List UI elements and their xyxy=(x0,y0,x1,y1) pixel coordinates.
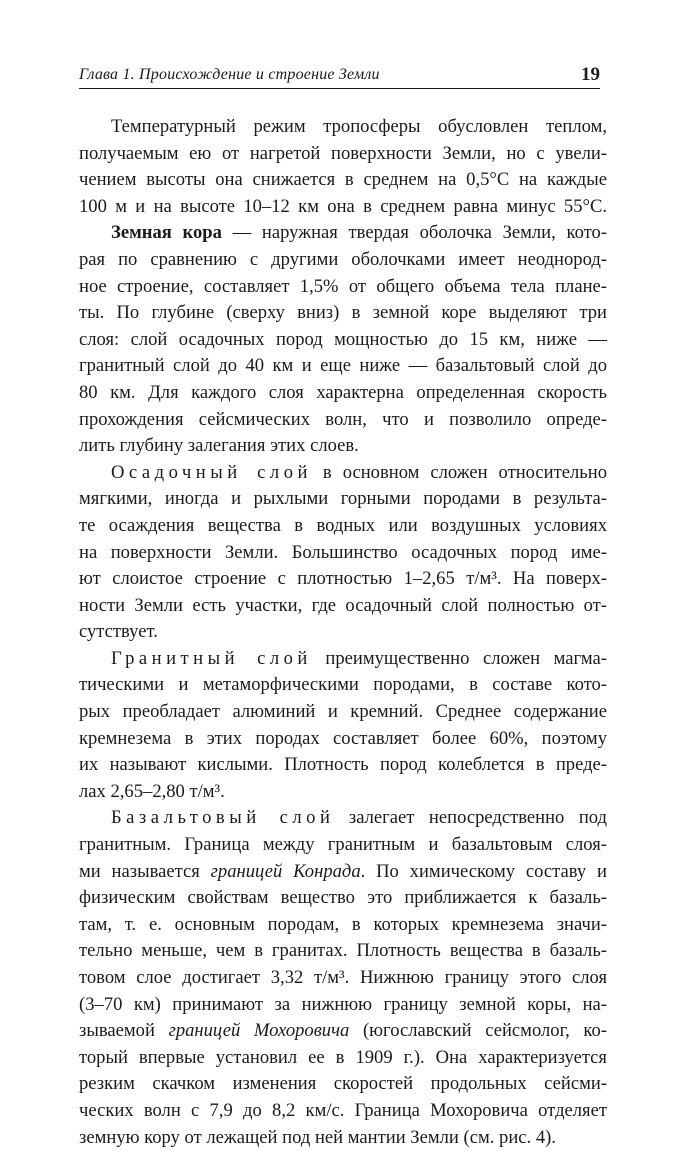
paragraph-troposphere xyxy=(79,114,607,220)
text-line: гранитный слой до 40 км и еще ниже — базальтовый слой до xyxy=(79,355,607,377)
text-line: резким скачком изменения скоростей продольных сейсми- xyxy=(79,1073,607,1095)
text-line: ческих волн с 7,9 до 8,2 км/с. Граница Мохоровича отделяет xyxy=(79,1099,607,1121)
text-line xyxy=(79,220,607,247)
text-line xyxy=(79,646,607,673)
text-line: тическими и метаморфическими породами, в составе кото- xyxy=(79,674,607,696)
running-title: Глава 1. Происхождение и строение Земли xyxy=(79,66,380,83)
text-line: получаемым ею от нагретой поверхности Земли, но с увели- xyxy=(79,142,607,164)
body-text xyxy=(79,114,607,1151)
text-line: их называют кислыми. Плотность пород колеблется в преде- xyxy=(79,754,607,776)
term-conrad-boundary: границей Конрада xyxy=(210,860,361,882)
paragraph-sedimentary xyxy=(79,460,607,646)
text-line xyxy=(79,805,607,832)
text-line xyxy=(79,859,607,886)
text-line: 100 м и на высоте 10–12 км она в среднем равна минус 55°С. xyxy=(79,195,607,217)
page-header xyxy=(79,64,600,89)
text-fragment: ми называется xyxy=(79,860,211,882)
text-line: сутствует. xyxy=(79,621,158,643)
term-moho-boundary: границей Мохоровича xyxy=(168,1020,350,1042)
text-line: рых преобладает алюминий и кремний. Среднее содержание xyxy=(79,701,607,723)
text-line: 80 км. Для каждого слоя характерна определенная скорость xyxy=(79,381,607,403)
term-basalt-layer: Базальтовый слой xyxy=(111,807,335,829)
text-line: чением высоты она снижается в среднем на 0,5°С на каждые xyxy=(79,169,607,191)
text-line: тельно меньше, чем в гранитах. Плотность вещества в базаль- xyxy=(79,940,607,962)
text-line: ное строение, составляет 1,5% от общего объема тела плане- xyxy=(79,275,607,297)
term-sedimentary-layer: Осадочный слой xyxy=(111,461,312,483)
text-line: на поверхности Земли. Большинство осадочных пород име- xyxy=(79,541,607,563)
text-fragment: в основном сложен относительно xyxy=(311,461,608,483)
text-fragment: (югославский сейсмолог, ко- xyxy=(349,1020,607,1042)
text-line xyxy=(79,1018,607,1045)
text-line: лах 2,65–2,80 т/м³. xyxy=(79,780,225,802)
text-line: земную кору от лежащей под ней мантии Земли (см. рис. 4). xyxy=(79,1126,556,1148)
text-line: ности Земли есть участки, где осадочный слой полностью от- xyxy=(79,594,607,616)
text-line: торый впервые установил ее в 1909 г.). Она характеризуется xyxy=(79,1046,607,1068)
paragraph-granite xyxy=(79,646,607,806)
text-line: (3–70 км) принимают за нижнюю границу земной коры, на- xyxy=(79,993,607,1015)
text-fragment: залегает непосредственно под xyxy=(334,807,607,829)
text-line: рая по сравнению с другими оболочками имеет неоднород- xyxy=(79,248,607,270)
text-line: прохождения сейсмических волн, что и позволило опреде- xyxy=(79,408,607,430)
text-line: Температурный режим тропосферы обусловлен теплом, xyxy=(111,116,607,137)
text-line: слоя: слой осадочных пород мощностью до 15 км, ниже — xyxy=(79,328,607,350)
term-granite-layer: Гранитный слой xyxy=(111,647,312,669)
text-fragment: зываемой xyxy=(79,1020,169,1042)
text-line: кремнезема в этих породах составляет более 60%, поэтому xyxy=(79,727,607,749)
text-line xyxy=(79,460,607,487)
paragraph-basalt xyxy=(79,805,607,1151)
text-line: те осаждения вещества в водных или воздушных условиях xyxy=(79,514,607,536)
text-line: физическим свойствам вещество это приближается к базаль- xyxy=(79,887,607,909)
page-number: 19 xyxy=(581,64,600,85)
text-line: лить глубину залегания этих слоев. xyxy=(79,435,359,457)
text-line: ты. По глубине (сверху вниз) в земной коре выделяют три xyxy=(79,302,607,324)
text-line: мягкими, иногда и рыхлыми горными породами в результа- xyxy=(79,488,607,510)
text-line: гранитным. Граница между гранитным и базальтовым слоя- xyxy=(79,834,607,856)
text-line: товом слое достигает 3,32 т/м³. Нижнюю границу этого слоя xyxy=(79,967,607,988)
text-fragment: . По химическому составу и xyxy=(360,860,607,882)
paragraph-earth-crust xyxy=(79,220,607,459)
text-line: там, т. е. основным породам, в которых кремнезема значи- xyxy=(79,913,607,935)
text-fragment: преимущественно сложен магма- xyxy=(311,647,607,669)
text-fragment: — наружная твердая оболочка Земли, кото- xyxy=(221,222,607,244)
term-earth-crust: Земная кора xyxy=(111,222,222,244)
text-line: ют слоистое строение с плотностью 1–2,65 т/м³. На поверх- xyxy=(79,568,607,590)
